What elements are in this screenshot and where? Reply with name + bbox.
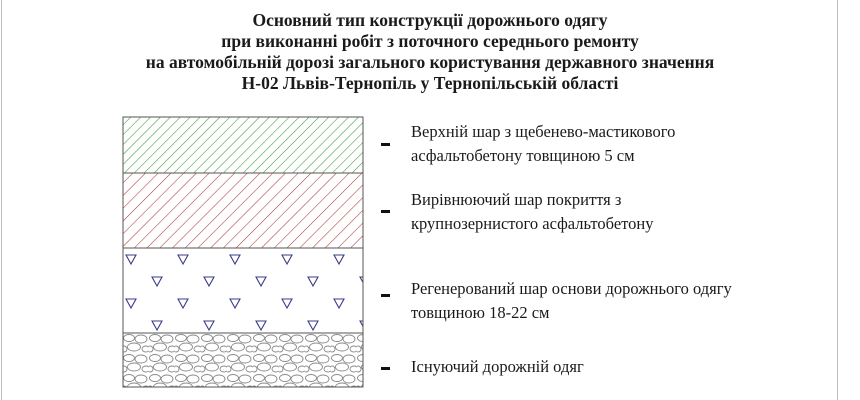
layer-2-text-line-2: крупнозернистого асфальтобетону	[411, 214, 654, 233]
layer-1-description	[411, 120, 675, 168]
layer-3-text-line-2: товщиною 18-22 см	[411, 303, 550, 322]
layer-4-dash	[381, 367, 390, 370]
layer-3-dash	[381, 294, 390, 297]
layer-existing-pavement	[123, 333, 363, 387]
title-line-3: на автомобільній дорозі загального користування державного значення	[145, 52, 715, 72]
layer-4-text-line-1: Існуючий дорожній одяг	[411, 357, 584, 376]
layer-1-text-line-1: Верхній шар з щебенево-мастикового	[411, 122, 676, 141]
layer-1-text-line-2: асфальтобетону товщиною 5 см	[411, 146, 635, 165]
layer-2-dash	[381, 210, 390, 213]
layer-4-description	[411, 355, 584, 379]
layer-leveling-course	[123, 173, 363, 248]
title-line-2: при виконанні робіт з поточного середнього ремонту	[221, 31, 639, 51]
layer-3-text-line-1: Регенерований шар основи дорожнього одягу	[411, 279, 732, 298]
layer-2-text-line-1: Вирівнюючий шар покриття з	[411, 190, 622, 209]
title-line-1: Основний тип конструкції дорожнього одягу	[252, 10, 608, 30]
layer-1-dash	[381, 143, 390, 146]
layer-top-wearing-course	[123, 117, 363, 173]
layer-regenerated-base	[123, 248, 363, 333]
layer-2-description	[411, 188, 653, 236]
title-line-4: Н-02 Львів-Тернопіль у Тернопільській області	[241, 73, 619, 93]
layer-3-description	[411, 277, 732, 325]
